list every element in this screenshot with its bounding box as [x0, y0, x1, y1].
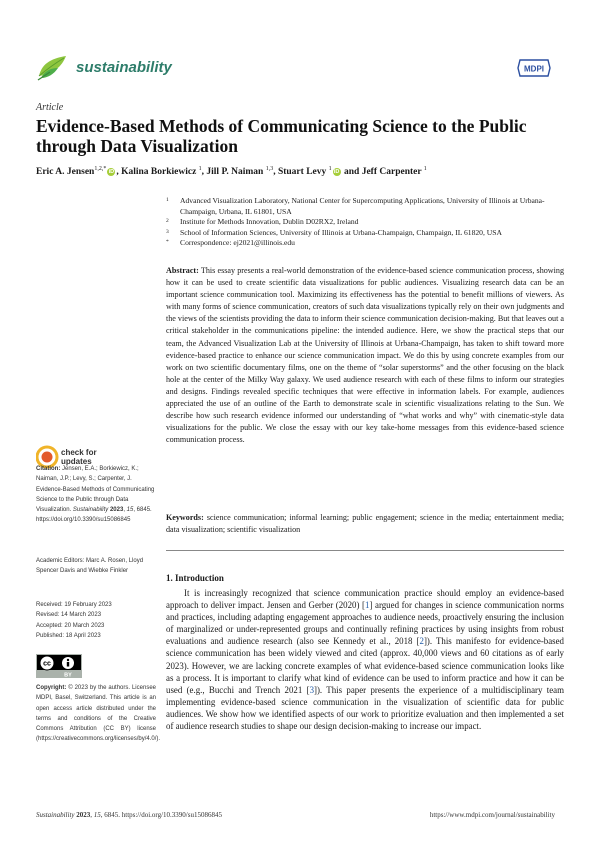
keywords: [166, 512, 564, 536]
author-affil: 1: [328, 166, 332, 172]
paper-title: Evidence-Based Methods of Communicating Science to the Public through Data Visualization: [36, 116, 527, 156]
article-type: Article: [36, 102, 64, 113]
affiliation-item: 2 Institute for Methods Innovation, Dublin D02RX2, Ireland: [166, 217, 359, 226]
revised-date: Revised: 14 March 2023: [36, 612, 102, 619]
keywords-label: Keywords:: [166, 513, 204, 522]
published-date: Published: 18 April 2023: [36, 632, 101, 639]
author-affil: 1,3: [265, 166, 274, 172]
introduction-paragraph: It is increasingly recognized that science communication practice should employ an evidence-based approach to deliver impact. Jensen and Gerber (2020) [1] argued for changes in science communication norms and practices, including adapting engagement approaches to audience needs, proactively ensuring the inclusion of marginalized or under-represented groups and continually refining practices by using insights from robust evaluations and audience research (also see Kennedy et al., 2018 [2]). This manifesto for evidence-based science communication has been widely viewed and cited (approx. 40,000 views and 60 citations as of early 2023). However, we are lacking concrete examples of what evidence-based science communication looks like as a process. It is important to clarify what kind of evidence can be used to inform practice and how it can be used (e.g., Bucchi and Trench 2021 [3]). This paper presents the experience of a multidisciplinary team implementing evidence-based science communication in the visualization of scientific data for public audiences. We show how we identified aspects of our work to prioritize evaluation and then implemented a set of audience research studies to shape our design decision-making to increase our impact.: [166, 588, 564, 732]
abstract: [166, 265, 564, 446]
author-name: Eric A. Jensen: [36, 167, 95, 178]
reference-link[interactable]: 2: [419, 636, 424, 647]
journal-brand: [36, 52, 172, 82]
author-affil: 1,2,*: [94, 166, 107, 172]
publication-dates: [36, 600, 158, 641]
check-for-line1: check for: [61, 448, 97, 457]
author-affil: 1: [198, 166, 202, 172]
orcid-icon[interactable]: iD: [108, 169, 115, 176]
orcid-icon[interactable]: iD: [333, 169, 340, 176]
cc-badge-left: cc: [43, 660, 51, 668]
abstract-text: This essay presents a real-world demonstration of the evidence-based science communication process, showing how it can be used to create scientific data visualizations for public audiences. Visualizing research data can be an important science communication tool. Maximizing its effectiveness has the potential to benefit millions of viewers. As with many forms of science communication, creators of such data visualizations typically rely on their own judgments and the views of the scientists providing the data to inform their science communication decision-making. But that leaves out a critical stakeholder in the communications pipeline: the intended audience. Here, we show the practical steps that our team, the Advanced Visualization Lab at the University of Illinois at Urbana-Champaign, has taken to shift toward more evidence-based practice to enhance our science communication impact. We do this by using concrete examples from our work on two scientific documentary films, one on the theme of “solar superstorms” and the other focusing on the black hole at the center of the Milky Way galaxy. We used audience research with each of these films to inform our strategies and designs. Findings revealed specific techniques that were effective in information labels. For example, audiences appreciated the use of an outline of the Earth to demonstrate scale in scientific visualizations relating to the Sun. We describe how such research evidence informed our understanding of “what works and why” with cinematic-style data visualizations for the public. We close the essay with our key take-home messages from this evidence-based science communication process.: [166, 266, 564, 445]
author-name: Jill P. Naiman: [206, 167, 264, 178]
cc-badge-right: BY: [64, 672, 72, 678]
citation-label: Citation:: [36, 466, 61, 472]
reference-link[interactable]: 1: [365, 600, 370, 611]
reference-link[interactable]: 3: [309, 684, 314, 695]
footer-citation: Sustainability 2023, 15, 6845. https://doi.org/10.3390/su15086845: [36, 811, 222, 819]
citation-block: Citation: Jensen, E.A.; Borkiewicz, K.; Naiman, J.P.; Levy, S.; Carpenter, J. Evidence-Based Methods of Communicating Science to the Public through Data Visualization. Sustainability 2023, 15, 6845. https://doi.org/10.3390/su15086845: [36, 466, 155, 524]
cc-by-license-icon[interactable]: [36, 654, 82, 678]
mdpi-logo-icon: [516, 58, 552, 78]
author-list: Eric A. Jensen$^{1,2,*}$iD , Kalina Borkiewicz $^1$, Jill P. Naiman $^{1,3}$, Stuart Levy $^1$iD and Jeff Carpenter $^1$: [36, 166, 427, 178]
footer-journal-url[interactable]: https://www.mdpi.com/journal/sustainability: [429, 811, 555, 819]
author-name: Kalina Borkiewicz: [121, 167, 197, 178]
affiliation-item: 3 School of Information Sciences, University of Illinois at Urbana-Champaign, Champaign, IL 61820, USA: [166, 227, 502, 237]
mdpi-logo-text: MDPI: [524, 64, 544, 74]
author-name: Stuart Levy: [277, 167, 327, 178]
check-for-line2: updates: [61, 457, 92, 466]
accepted-date: Accepted: 20 March 2023: [36, 622, 105, 629]
affiliations: [166, 196, 566, 249]
section-heading: 1. Introduction: [166, 573, 224, 583]
academic-editors: Academic Editors: Marc A. Rosen, Lloyd Spencer Davis and Wiebke Finkler: [36, 558, 144, 575]
leaf-logo-icon: [36, 52, 70, 82]
copyright-notice: Copyright: © 2023 by the authors. Licensee MDPI, Basel, Switzerland. This article is an open access article distributed under the terms and conditions of the Creative Commons Attribution (CC BY) license (https://creativecommons.org/licenses/by/4.0/).: [36, 685, 161, 743]
abstract-label: Abstract:: [166, 266, 199, 275]
section-divider: [166, 550, 564, 551]
journal-name: sustainability: [76, 58, 172, 76]
keywords-text: science communication; informal learning; public engagement; science in the media; entertainment media; data visualization; scientific visualization: [166, 513, 564, 535]
author-affil: 1: [423, 166, 427, 172]
correspondence: * Correspondence: ej2021@illinois.edu: [166, 238, 295, 247]
affiliation-item: 1 Advanced Visualization Laboratory, National Center for Supercomputing Applications, University of Illinois at Urbana-Champaign, Urbana, IL 61801, USA: [166, 196, 545, 216]
received-date: Received: 19 February 2023: [36, 602, 112, 608]
author-name: Jeff Carpenter: [361, 167, 422, 178]
